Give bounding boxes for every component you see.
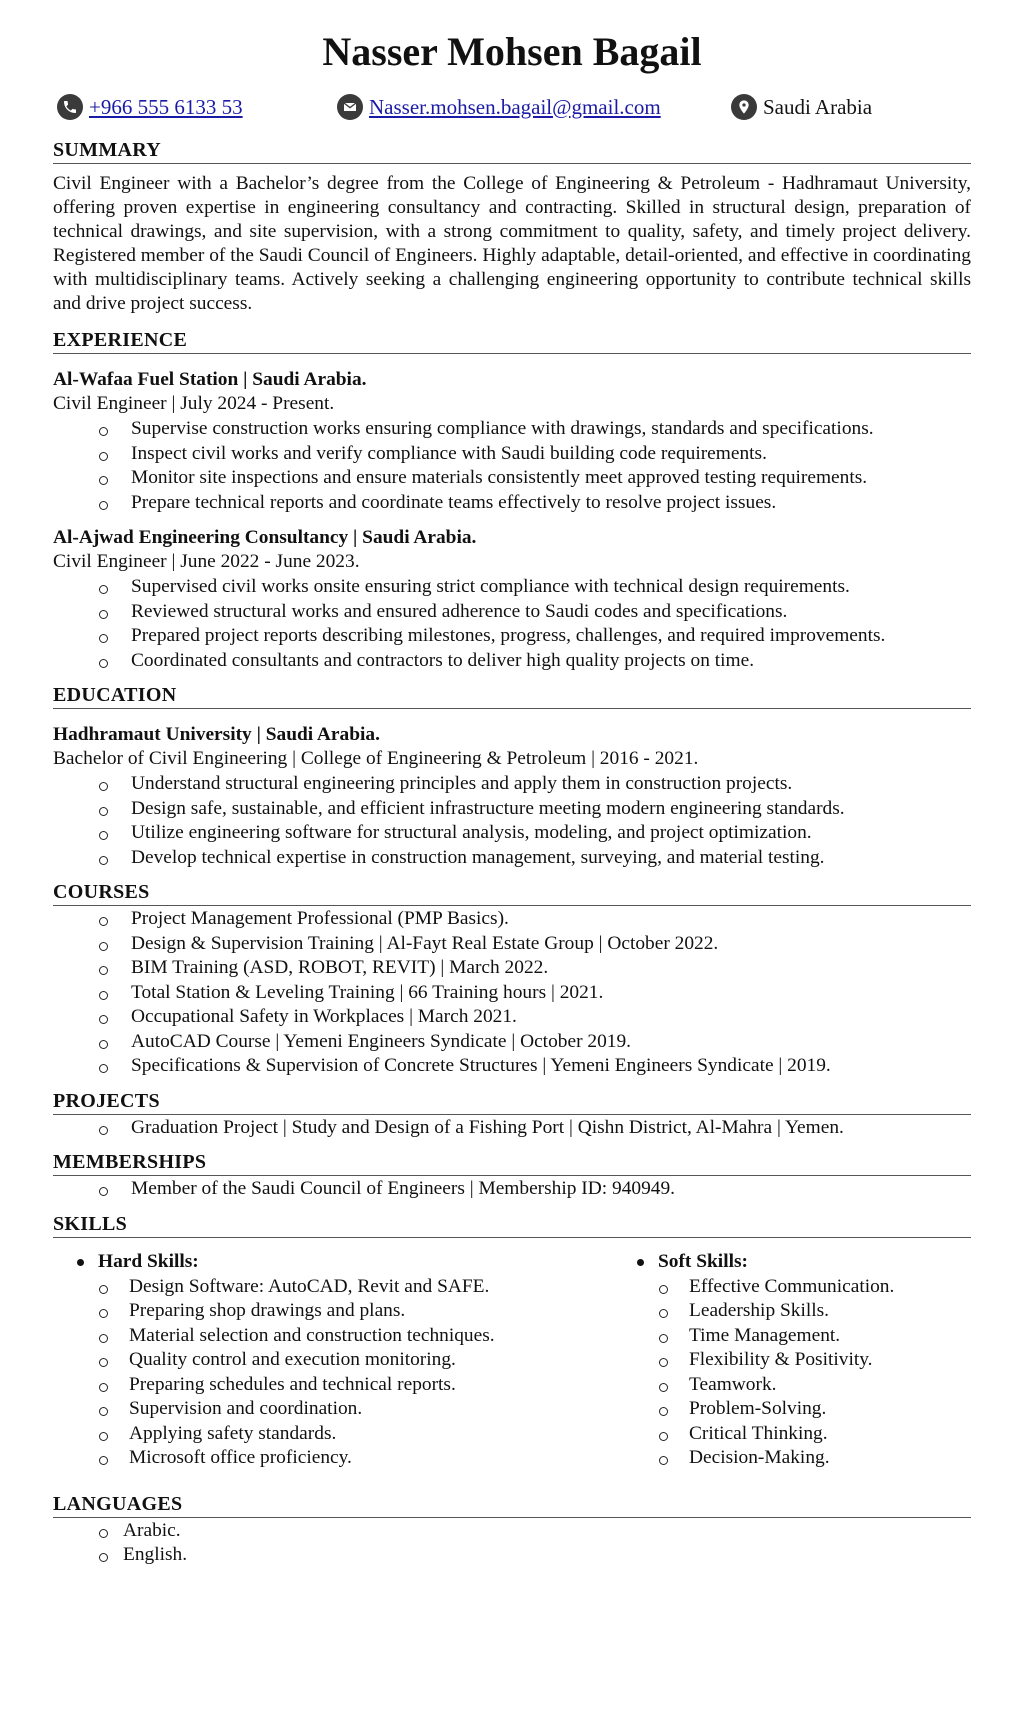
list-item: Graduation Project | Study and Design of a Fishing Port | Qishn District, Al-Mahra | Yemen. [99,1116,971,1141]
location-item [731,92,872,122]
list-item: Decision-Making. [659,1446,894,1471]
list-item: Problem-Solving. [659,1397,894,1422]
projects-list [53,1116,971,1141]
list-item: Occupational Safety in Workplaces | March 2021. [99,1005,971,1030]
languages-heading: LANGUAGES [53,1492,971,1518]
projects-heading: PROJECTS [53,1089,971,1115]
languages-list [53,1519,971,1568]
list-item: Design Software: AutoCAD, Revit and SAFE. [99,1275,495,1300]
courses-heading: COURSES [53,880,971,906]
list-item: Prepared project reports describing milestones, progress, challenges, and required improvements. [99,624,971,649]
list-item: Supervise construction works ensuring compliance with drawings, standards and specifications. [99,417,971,442]
list-item: BIM Training (ASD, ROBOT, REVIT) | March 2022. [99,956,971,981]
list-item: Preparing schedules and technical reports. [99,1373,495,1398]
phone-icon [57,94,83,120]
list-item: Understand structural engineering principles and apply them in construction projects. [99,772,971,797]
job-company: Al-Ajwad Engineering Consultancy | Saudi Arabia. [53,527,477,548]
list-item: Coordinated consultants and contractors to deliver high quality projects on time. [99,649,971,674]
list-item: Reviewed structural works and ensured adherence to Saudi codes and specifications. [99,600,971,625]
list-item: Teamwork. [659,1373,894,1398]
education-points [53,772,971,870]
list-item: Total Station & Leveling Training | 66 Training hours | 2021. [99,981,971,1006]
phone-link[interactable]: +966 555 6133 53 [89,94,243,119]
list-item: Monitor site inspections and ensure materials consistently meet approved testing requirements. [99,466,971,491]
list-item: Inspect civil works and verify compliance with Saudi building code requirements. [99,442,971,467]
contact-bar [53,92,971,132]
phone-item [57,92,243,122]
summary-text: Civil Engineer with a Bachelor’s degree from the College of Engineering & Petroleum - Hadhramaut University, offering proven expertise in engineering consultancy and contracting. Skilled in structural design, preparation of technical drawings, and site supervision, with a strong commitment to quality, safety, and timely project delivery. Registered member of the Saudi Council of Engineers. Highly adaptable, detail-oriented, and effective in coordinating with multidisciplinary teams. Actively seeking a challenging engineering opportunity to contribute technical skills and drive project success. [53,173,971,314]
experience-heading: EXPERIENCE [53,328,971,354]
list-item: Design & Supervision Training | Al-Fayt Real Estate Group | October 2022. [99,932,971,957]
memberships-heading: MEMBERSHIPS [53,1150,971,1176]
email-icon [337,94,363,120]
education-degree: Bachelor of Civil Engineering | College of Engineering & Petroleum | 2016 - 2021. [53,748,699,769]
list-item: Flexibility & Positivity. [659,1348,894,1373]
job-role: Civil Engineer | July 2024 - Present. [53,393,335,414]
list-item: AutoCAD Course | Yemeni Engineers Syndicate | October 2019. [99,1030,971,1055]
job-role: Civil Engineer | June 2022 - June 2023. [53,551,360,572]
soft-skills-label: Soft Skills: [613,1250,894,1274]
list-item: Quality control and execution monitoring. [99,1348,495,1373]
list-item: Specifications & Supervision of Concrete Structures | Yemeni Engineers Syndicate | 2019. [99,1054,971,1079]
hard-skills-label: Hard Skills: [53,1250,495,1274]
list-item: Arabic. [99,1519,971,1544]
list-item: Design safe, sustainable, and efficient infrastructure meeting modern engineering standards. [99,797,971,822]
skills-columns [53,1250,971,1486]
list-item: Member of the Saudi Council of Engineers | Membership ID: 940949. [99,1177,971,1202]
list-item: Time Management. [659,1324,894,1349]
job-duties [53,575,971,673]
education-school: Hadhramaut University | Saudi Arabia. [53,724,380,745]
hard-skills-column [53,1250,495,1471]
list-item: Supervised civil works onsite ensuring strict compliance with technical design requirements. [99,575,971,600]
list-item: Supervision and coordination. [99,1397,495,1422]
job-duties [53,417,971,515]
soft-skills-column [613,1250,894,1471]
education-heading: EDUCATION [53,683,971,709]
resume-page [53,0,971,1568]
list-item: Prepare technical reports and coordinate teams effectively to resolve project issues. [99,491,971,516]
list-item: Critical Thinking. [659,1422,894,1447]
memberships-list [53,1177,971,1202]
courses-list [53,907,971,1079]
list-item: English. [99,1543,971,1568]
job-entry [53,526,971,673]
list-item: Applying safety standards. [99,1422,495,1447]
email-link[interactable]: Nasser.mohsen.bagail@gmail.com [369,94,661,119]
skills-heading: SKILLS [53,1212,971,1238]
list-item: Develop technical expertise in construction management, surveying, and material testing. [99,846,971,871]
candidate-name: Nasser Mohsen Bagail [322,29,702,74]
job-entry [53,368,971,515]
list-item: Preparing shop drawings and plans. [99,1299,495,1324]
soft-skills-list [613,1275,894,1471]
email-item [337,92,661,122]
job-company: Al-Wafaa Fuel Station | Saudi Arabia. [53,369,367,390]
list-item: Utilize engineering software for structural analysis, modeling, and project optimization. [99,821,971,846]
list-item: Material selection and construction techniques. [99,1324,495,1349]
list-item: Project Management Professional (PMP Basics). [99,907,971,932]
location-pin-icon [731,94,757,120]
summary-heading: SUMMARY [53,138,971,164]
list-item: Leadership Skills. [659,1299,894,1324]
hard-skills-list [53,1275,495,1471]
list-item: Effective Communication. [659,1275,894,1300]
location-text: Saudi Arabia [763,94,873,119]
languages-block [53,1519,971,1568]
education-entry [53,723,971,870]
list-item: Microsoft office proficiency. [99,1446,495,1471]
